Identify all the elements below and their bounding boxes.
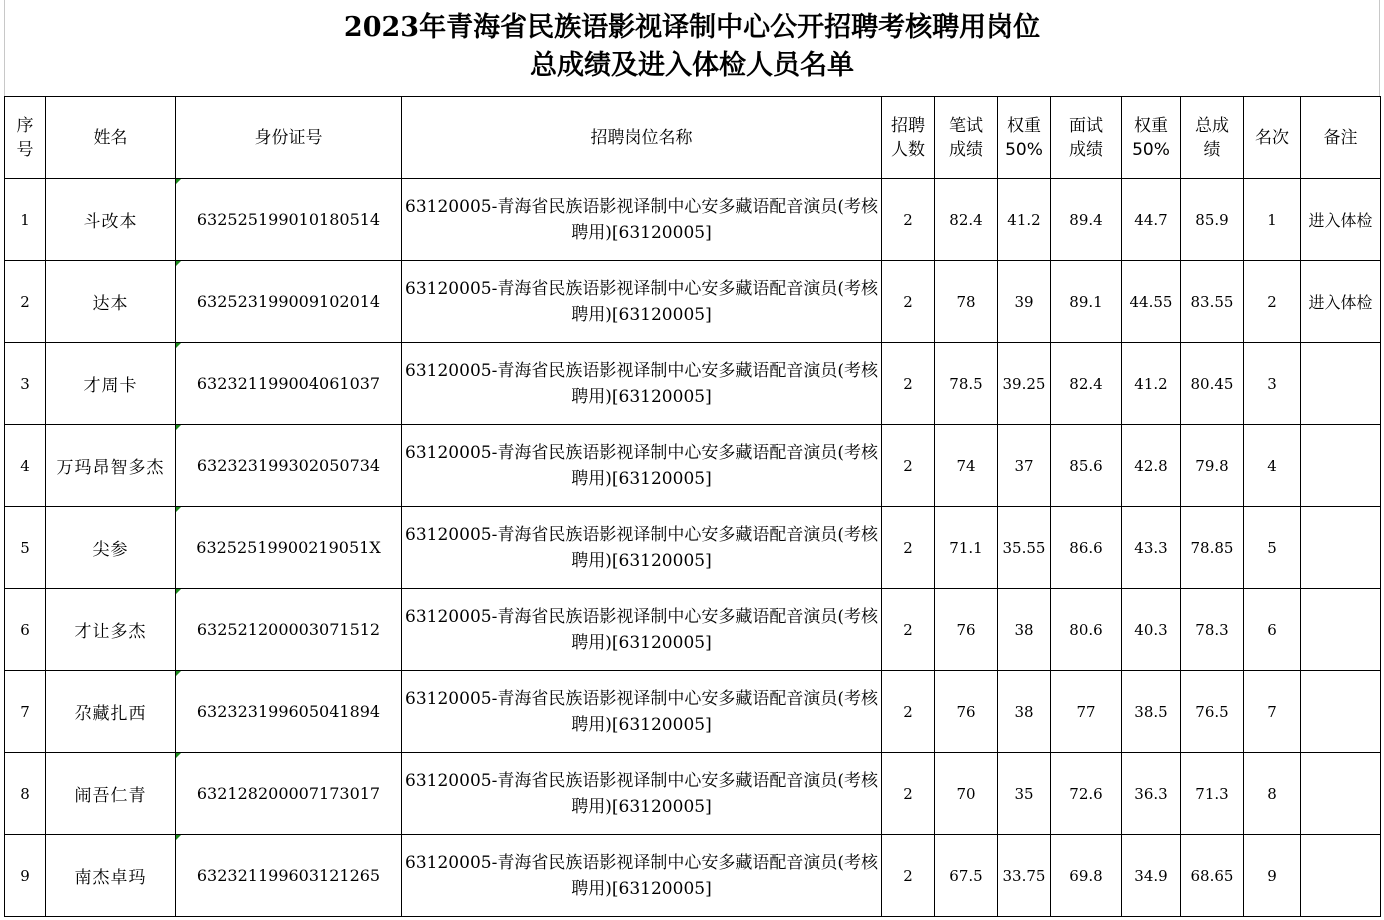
header-note: 备注 bbox=[1301, 97, 1381, 179]
cell-rank: 8 bbox=[1244, 753, 1301, 835]
table-row bbox=[5, 507, 1381, 589]
cell-note: 进入体检 bbox=[1301, 179, 1381, 261]
cell-id-number: 632128200007173017 bbox=[176, 753, 402, 835]
cell-interview-score: 80.6 bbox=[1051, 589, 1122, 671]
header-id: 身份证号 bbox=[176, 97, 402, 179]
cell-seq: 7 bbox=[5, 671, 46, 753]
cell-written-weighted: 38 bbox=[998, 589, 1051, 671]
cell-seq: 9 bbox=[5, 835, 46, 917]
header-quota: 招聘人数 bbox=[882, 97, 935, 179]
cell-interview-score: 89.1 bbox=[1051, 261, 1122, 343]
cell-note bbox=[1301, 507, 1381, 589]
cell-interview-score: 77 bbox=[1051, 671, 1122, 753]
table-row bbox=[5, 835, 1381, 917]
title-line-1: 2023年青海省民族语影视译制中心公开招聘考核聘用岗位 bbox=[343, 12, 1041, 43]
header-total: 总成绩 bbox=[1181, 97, 1244, 179]
cell-note bbox=[1301, 425, 1381, 507]
header-seq: 序号 bbox=[5, 97, 46, 179]
cell-quota: 2 bbox=[882, 753, 935, 835]
cell-interview-score: 89.4 bbox=[1051, 179, 1122, 261]
cell-written-score: 76 bbox=[935, 671, 998, 753]
cell-position: 63120005-青海省民族语影视译制中心安多藏语配音演员(考核聘用)[63120005] bbox=[402, 425, 882, 507]
cell-id-number: 632321199004061037 bbox=[176, 343, 402, 425]
cell-total-score: 71.3 bbox=[1181, 753, 1244, 835]
cell-name: 南杰卓玛 bbox=[46, 835, 176, 917]
header-interview: 面试成绩 bbox=[1051, 97, 1122, 179]
cell-written-score: 70 bbox=[935, 753, 998, 835]
table-row bbox=[5, 179, 1381, 261]
header-position: 招聘岗位名称 bbox=[402, 97, 882, 179]
cell-id-number: 632323199302050734 bbox=[176, 425, 402, 507]
cell-seq: 5 bbox=[5, 507, 46, 589]
cell-note bbox=[1301, 589, 1381, 671]
cell-name: 万玛昂智多杰 bbox=[46, 425, 176, 507]
cell-written-weighted: 37 bbox=[998, 425, 1051, 507]
cell-interview-weighted: 34.9 bbox=[1122, 835, 1181, 917]
cell-interview-weighted: 44.55 bbox=[1122, 261, 1181, 343]
cell-written-weighted: 33.75 bbox=[998, 835, 1051, 917]
cell-interview-weighted: 42.8 bbox=[1122, 425, 1181, 507]
table-row bbox=[5, 343, 1381, 425]
cell-total-score: 78.3 bbox=[1181, 589, 1244, 671]
cell-name: 尕藏扎西 bbox=[46, 671, 176, 753]
document-title bbox=[4, 0, 1380, 96]
header-weight-written: 权重50% bbox=[998, 97, 1051, 179]
cell-interview-score: 69.8 bbox=[1051, 835, 1122, 917]
cell-id-number: 632523199009102014 bbox=[176, 261, 402, 343]
cell-seq: 4 bbox=[5, 425, 46, 507]
cell-quota: 2 bbox=[882, 343, 935, 425]
cell-total-score: 85.9 bbox=[1181, 179, 1244, 261]
cell-written-score: 82.4 bbox=[935, 179, 998, 261]
header-row bbox=[5, 97, 1381, 179]
cell-interview-score: 85.6 bbox=[1051, 425, 1122, 507]
cell-position: 63120005-青海省民族语影视译制中心安多藏语配音演员(考核聘用)[63120005] bbox=[402, 753, 882, 835]
cell-quota: 2 bbox=[882, 671, 935, 753]
cell-position: 63120005-青海省民族语影视译制中心安多藏语配音演员(考核聘用)[63120005] bbox=[402, 671, 882, 753]
table-row bbox=[5, 589, 1381, 671]
cell-position: 63120005-青海省民族语影视译制中心安多藏语配音演员(考核聘用)[63120005] bbox=[402, 589, 882, 671]
title-line-2: 总成绩及进入体检人员名单 bbox=[530, 50, 854, 81]
cell-position: 63120005-青海省民族语影视译制中心安多藏语配音演员(考核聘用)[63120005] bbox=[402, 343, 882, 425]
cell-id-number: 63252519900219051X bbox=[176, 507, 402, 589]
table-row bbox=[5, 425, 1381, 507]
cell-rank: 3 bbox=[1244, 343, 1301, 425]
cell-note bbox=[1301, 835, 1381, 917]
results-table bbox=[4, 96, 1381, 917]
cell-interview-weighted: 44.7 bbox=[1122, 179, 1181, 261]
cell-rank: 9 bbox=[1244, 835, 1301, 917]
cell-rank: 6 bbox=[1244, 589, 1301, 671]
cell-position: 63120005-青海省民族语影视译制中心安多藏语配音演员(考核聘用)[63120005] bbox=[402, 835, 882, 917]
cell-written-weighted: 35 bbox=[998, 753, 1051, 835]
cell-seq: 1 bbox=[5, 179, 46, 261]
header-rank: 名次 bbox=[1244, 97, 1301, 179]
cell-rank: 4 bbox=[1244, 425, 1301, 507]
cell-interview-score: 72.6 bbox=[1051, 753, 1122, 835]
cell-interview-weighted: 40.3 bbox=[1122, 589, 1181, 671]
cell-note bbox=[1301, 753, 1381, 835]
cell-id-number: 632521200003071512 bbox=[176, 589, 402, 671]
cell-name: 才周卡 bbox=[46, 343, 176, 425]
cell-position: 63120005-青海省民族语影视译制中心安多藏语配音演员(考核聘用)[63120005] bbox=[402, 179, 882, 261]
cell-rank: 5 bbox=[1244, 507, 1301, 589]
cell-written-weighted: 35.55 bbox=[998, 507, 1051, 589]
cell-note bbox=[1301, 343, 1381, 425]
cell-rank: 2 bbox=[1244, 261, 1301, 343]
cell-interview-weighted: 36.3 bbox=[1122, 753, 1181, 835]
cell-seq: 2 bbox=[5, 261, 46, 343]
cell-written-weighted: 39.25 bbox=[998, 343, 1051, 425]
cell-name: 闹吾仁青 bbox=[46, 753, 176, 835]
cell-total-score: 79.8 bbox=[1181, 425, 1244, 507]
cell-total-score: 76.5 bbox=[1181, 671, 1244, 753]
cell-written-score: 78.5 bbox=[935, 343, 998, 425]
cell-position: 63120005-青海省民族语影视译制中心安多藏语配音演员(考核聘用)[63120005] bbox=[402, 507, 882, 589]
cell-id-number: 632525199010180514 bbox=[176, 179, 402, 261]
table-row bbox=[5, 671, 1381, 753]
cell-note bbox=[1301, 671, 1381, 753]
cell-total-score: 80.45 bbox=[1181, 343, 1244, 425]
cell-note: 进入体检 bbox=[1301, 261, 1381, 343]
cell-written-score: 78 bbox=[935, 261, 998, 343]
cell-interview-score: 86.6 bbox=[1051, 507, 1122, 589]
cell-seq: 6 bbox=[5, 589, 46, 671]
header-weight-interview: 权重50% bbox=[1122, 97, 1181, 179]
cell-quota: 2 bbox=[882, 425, 935, 507]
cell-name: 尖参 bbox=[46, 507, 176, 589]
table-row bbox=[5, 753, 1381, 835]
cell-written-score: 71.1 bbox=[935, 507, 998, 589]
header-written: 笔试成绩 bbox=[935, 97, 998, 179]
cell-interview-score: 82.4 bbox=[1051, 343, 1122, 425]
header-name: 姓名 bbox=[46, 97, 176, 179]
cell-rank: 7 bbox=[1244, 671, 1301, 753]
cell-total-score: 68.65 bbox=[1181, 835, 1244, 917]
cell-name: 才让多杰 bbox=[46, 589, 176, 671]
cell-written-score: 76 bbox=[935, 589, 998, 671]
cell-written-weighted: 38 bbox=[998, 671, 1051, 753]
cell-seq: 3 bbox=[5, 343, 46, 425]
cell-interview-weighted: 41.2 bbox=[1122, 343, 1181, 425]
cell-written-weighted: 41.2 bbox=[998, 179, 1051, 261]
cell-quota: 2 bbox=[882, 261, 935, 343]
cell-quota: 2 bbox=[882, 835, 935, 917]
cell-name: 斗改本 bbox=[46, 179, 176, 261]
cell-quota: 2 bbox=[882, 179, 935, 261]
cell-id-number: 632323199605041894 bbox=[176, 671, 402, 753]
cell-name: 达本 bbox=[46, 261, 176, 343]
cell-written-score: 67.5 bbox=[935, 835, 998, 917]
cell-interview-weighted: 43.3 bbox=[1122, 507, 1181, 589]
cell-position: 63120005-青海省民族语影视译制中心安多藏语配音演员(考核聘用)[63120005] bbox=[402, 261, 882, 343]
cell-rank: 1 bbox=[1244, 179, 1301, 261]
cell-id-number: 632321199603121265 bbox=[176, 835, 402, 917]
cell-total-score: 83.55 bbox=[1181, 261, 1244, 343]
cell-total-score: 78.85 bbox=[1181, 507, 1244, 589]
cell-interview-weighted: 38.5 bbox=[1122, 671, 1181, 753]
table-row bbox=[5, 261, 1381, 343]
cell-written-weighted: 39 bbox=[998, 261, 1051, 343]
cell-seq: 8 bbox=[5, 753, 46, 835]
cell-quota: 2 bbox=[882, 589, 935, 671]
cell-written-score: 74 bbox=[935, 425, 998, 507]
cell-quota: 2 bbox=[882, 507, 935, 589]
